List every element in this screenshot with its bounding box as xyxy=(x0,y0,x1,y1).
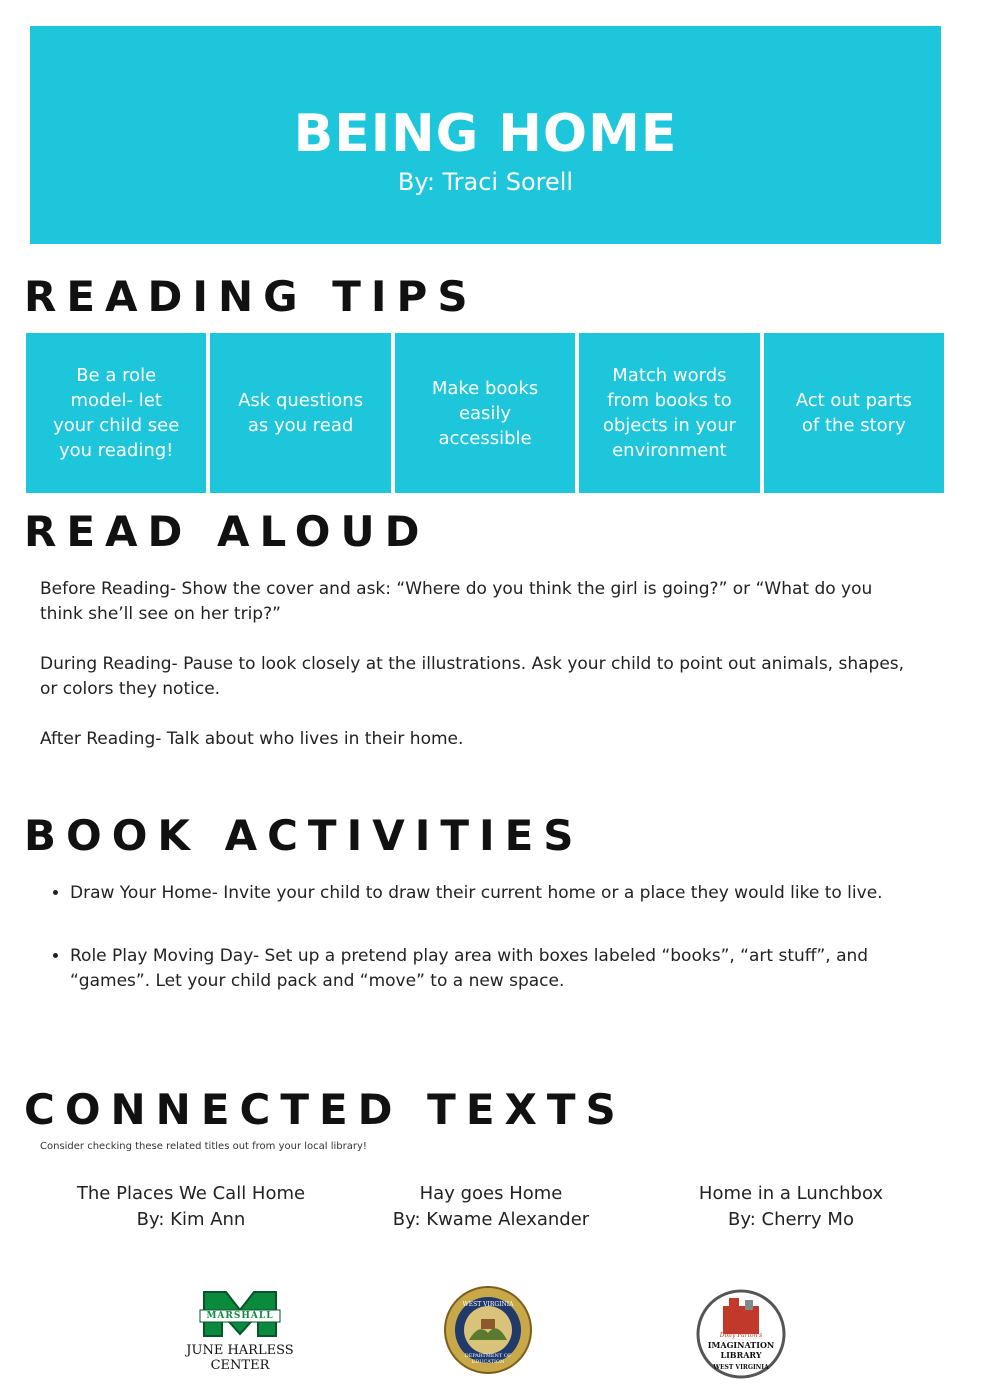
book-author-text: By: Kwame Alexander xyxy=(392,1209,590,1230)
before-reading-text: Before Reading- Show the cover and ask: “Where do you think the girl is going?” or “What do you think she’ll see on her trip?” xyxy=(40,579,873,624)
tip-card: Ask questions as you read xyxy=(210,333,390,493)
activities-list xyxy=(40,881,930,1032)
book-author-text: By: Cherry Mo xyxy=(728,1209,854,1230)
library-line1: Dolly Parton's xyxy=(719,1332,763,1339)
book-title-text: Home in a Lunchbox xyxy=(698,1183,884,1204)
book-title-text: The Places We Call Home xyxy=(76,1183,306,1204)
marshall-name: MARSHALL xyxy=(206,1311,274,1321)
connected-book xyxy=(641,1181,941,1233)
library-line2: IMAGINATION xyxy=(707,1340,775,1350)
book-title: BEING HOME xyxy=(293,104,678,164)
tip-card: Make books easily accessible xyxy=(395,333,575,493)
book-title-text: Hay goes Home xyxy=(419,1183,563,1204)
wvde-seal xyxy=(443,1285,533,1375)
list-item: • Role Play Moving Day- Set up a pretend play area with boxes labeled “books”, “art stuff”, and “games”. Let your child pack and “move” to a new space. xyxy=(70,944,930,994)
tip-card: Be a role model- let your child see you reading! xyxy=(26,333,206,493)
book-author-text: By: Kim Ann xyxy=(136,1209,246,1230)
marshall-logo xyxy=(182,1288,298,1378)
library-line3: LIBRARY xyxy=(720,1350,762,1360)
center-line: CENTER xyxy=(210,1358,270,1373)
after-reading-text: After Reading- Talk about who lives in their home. xyxy=(40,729,464,749)
reading-tips-row xyxy=(26,333,944,493)
during-reading-text: During Reading- Pause to look closely at the illustrations. Ask your child to point out animals, shapes, or colors they notice. xyxy=(40,654,905,699)
tip-card: Act out parts of the story xyxy=(764,333,944,493)
book-activities-heading: BOOK ACTIVITIES xyxy=(24,811,584,860)
imagination-library-logo xyxy=(695,1288,787,1380)
list-item: • Draw Your Home- Invite your child to draw their current home or a place they would like to live. xyxy=(70,881,930,906)
book-author: By: Traci Sorell xyxy=(397,168,574,196)
seal-top-text: WEST VIRGINIA xyxy=(462,1301,514,1308)
tip-card: Match words from books to objects in your environment xyxy=(579,333,759,493)
title-banner xyxy=(30,26,941,244)
connected-texts-heading: CONNECTED TEXTS xyxy=(24,1085,626,1134)
library-note: Consider checking these related titles out from your local library! xyxy=(40,1141,367,1152)
seal-bottom-text: DEPARTMENT OF EDUCATION xyxy=(464,1353,512,1365)
library-line4: WEST VIRGINIA xyxy=(713,1364,769,1371)
harless-line: JUNE HARLESS xyxy=(186,1343,294,1358)
connected-book xyxy=(41,1181,341,1233)
connected-book xyxy=(341,1181,641,1233)
reading-tips-heading: READING TIPS xyxy=(24,272,478,321)
read-aloud-heading: READ ALOUD xyxy=(24,507,430,556)
